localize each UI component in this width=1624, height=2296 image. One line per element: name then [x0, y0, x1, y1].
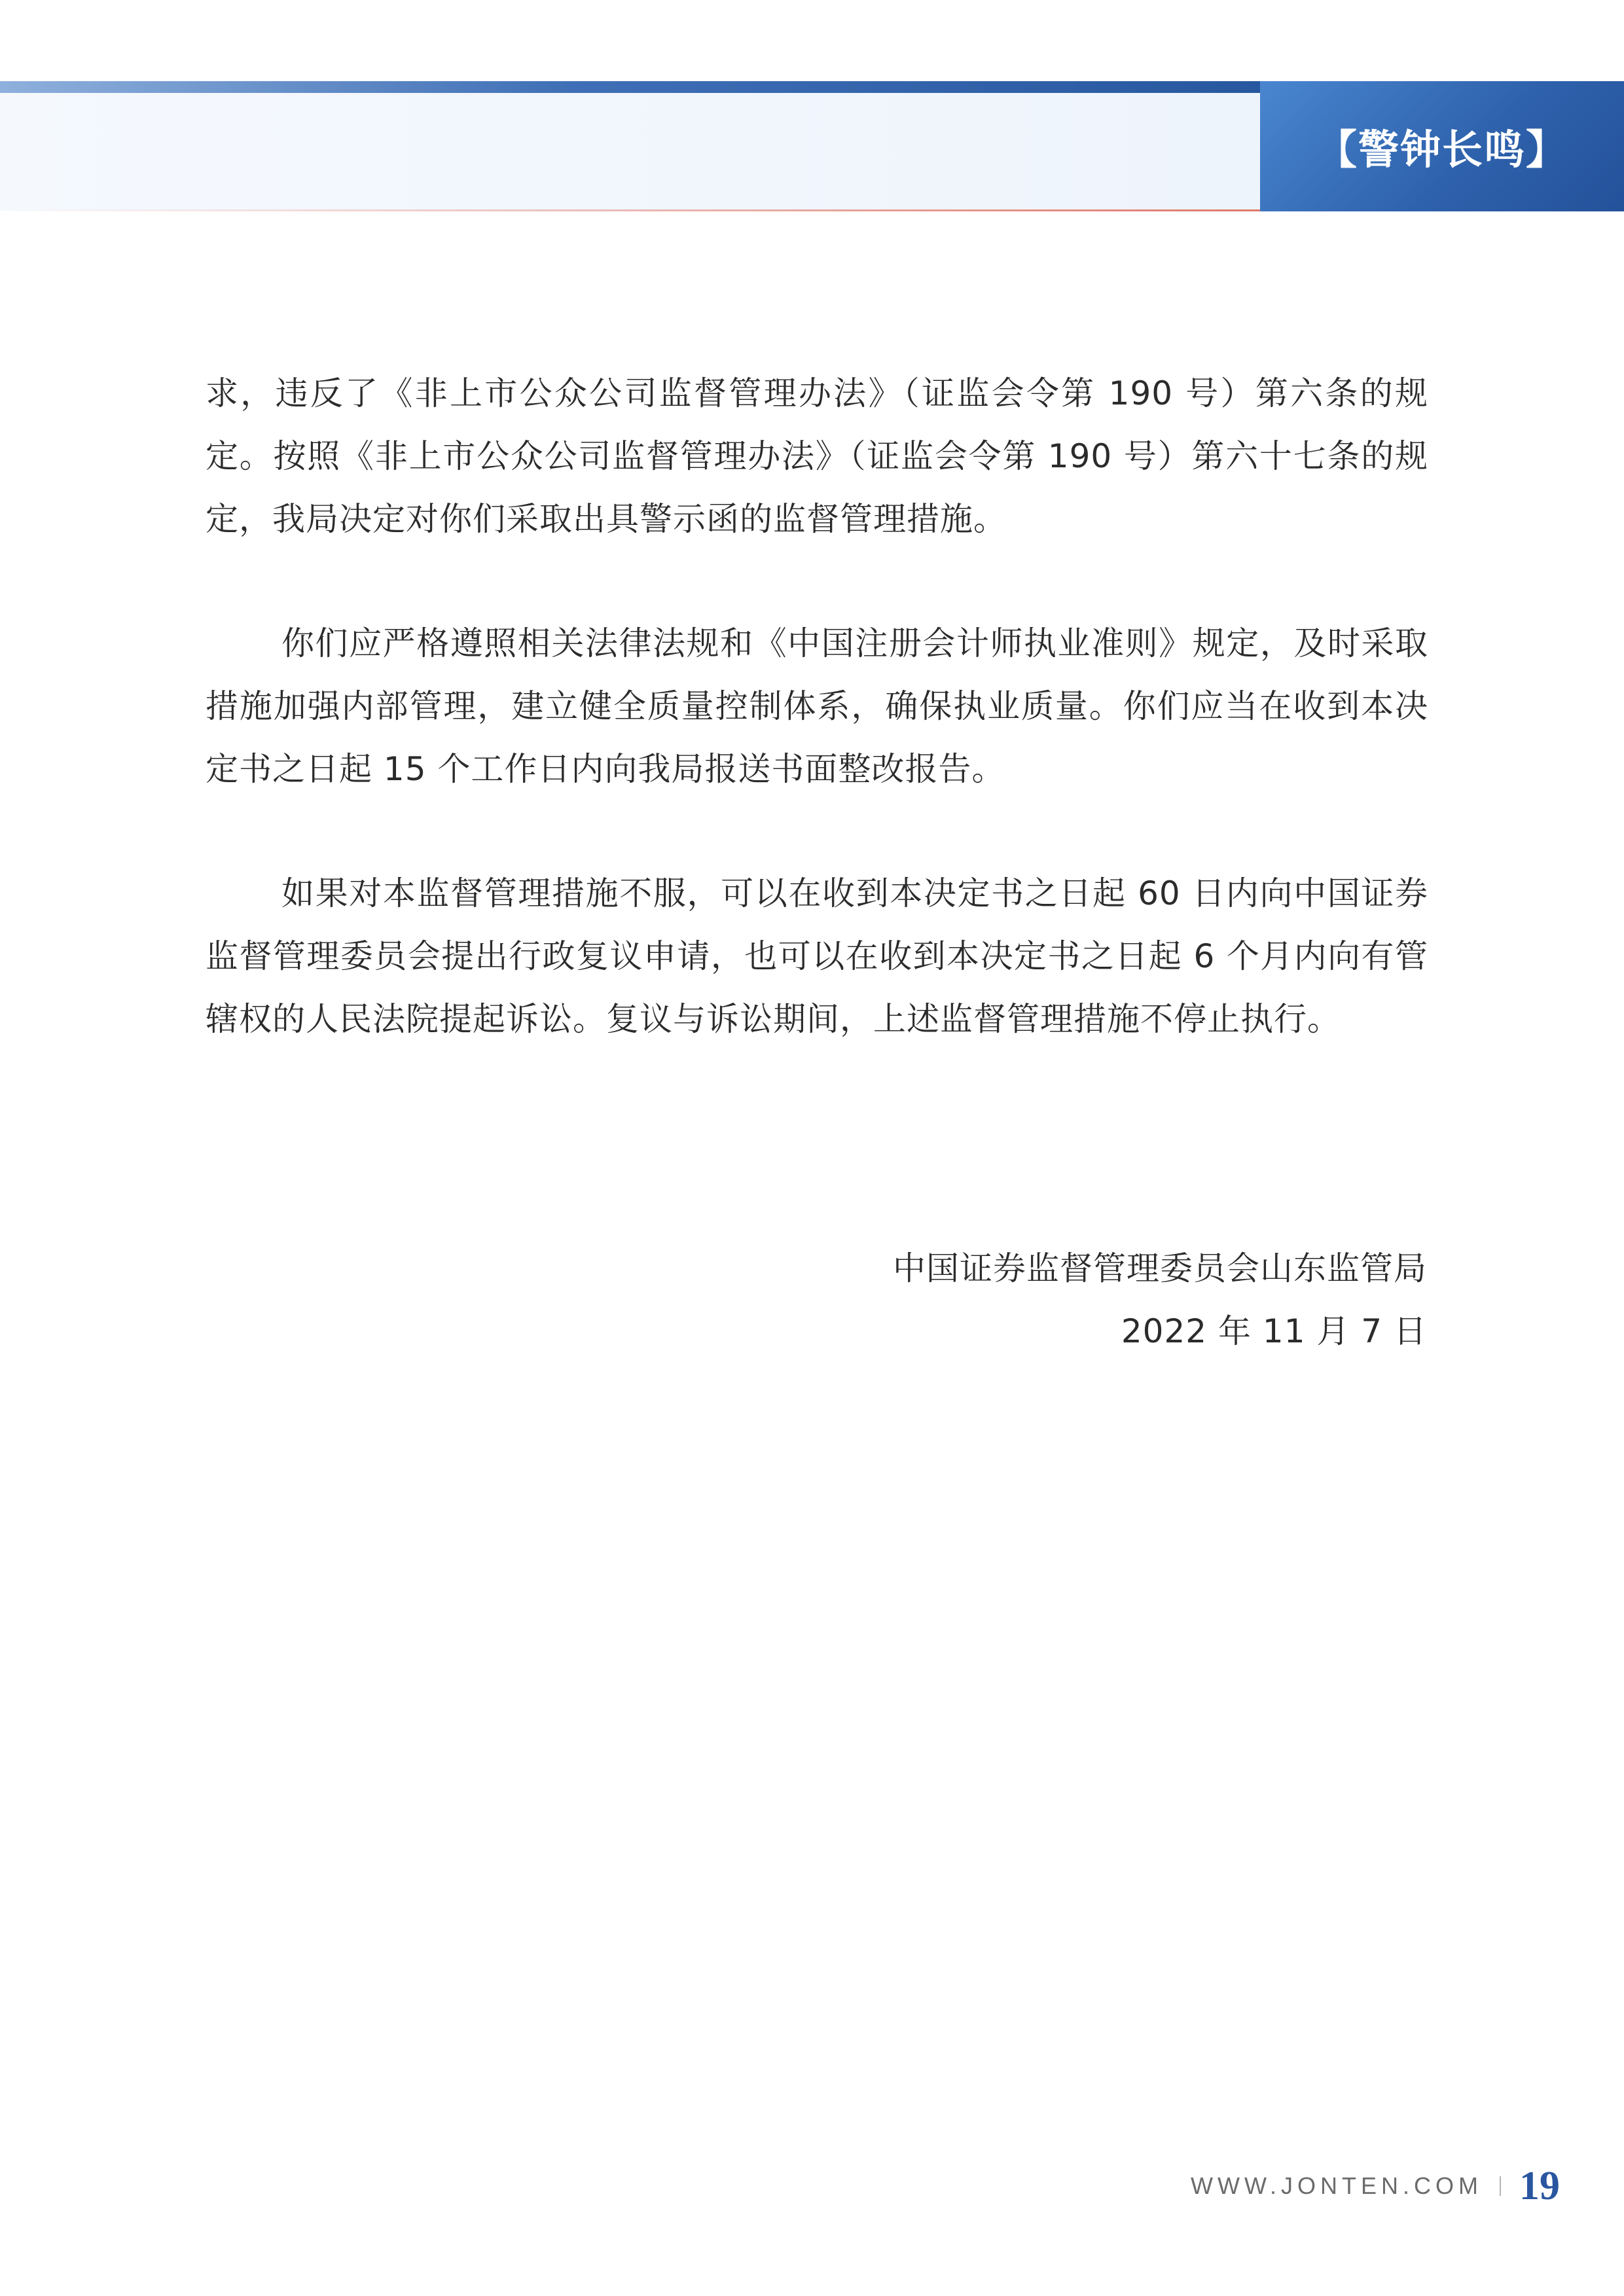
- paragraph-continued: 求，违反了《非上市公众公司监督管理办法》（证监会令第 190 号）第六条的规定。按照《非上市公众公司监督管理办法》（证监会令第 190 号）第六十七条的规定，我局决定对你们采取出具警示函的监督管理措施。: [206, 374, 1428, 538]
- issue-date: 2022 年 11 月 7 日: [1121, 1312, 1427, 1350]
- issuer-name: 中国证券监督管理委员会山东监管局: [893, 1249, 1427, 1287]
- signature-block: [893, 1237, 1427, 1363]
- section-tag-label: 【警钟长鸣】: [1316, 126, 1568, 173]
- document-body: [206, 362, 1428, 1112]
- footer-divider: [1500, 2176, 1501, 2196]
- paragraph-rectification: 你们应严格遵照相关法律法规和《中国注册会计师执业准则》规定，及时采取措施加强内部管理，建立健全质量控制体系，确保执业质量。你们应当在收到本决定书之日起 15 个工作日内向我局报送书面整改报告。: [206, 624, 1428, 788]
- header-bottom-rule: [0, 209, 1260, 211]
- header-background: [0, 93, 1260, 211]
- section-tag: [1260, 81, 1624, 211]
- footer-website[interactable]: WWW.JONTEN.COM: [1191, 2172, 1483, 2199]
- header-top-rule: [0, 81, 1260, 93]
- paragraph-appeal-rights: 如果对本监督管理措施不服，可以在收到本决定书之日起 60 日内向中国证券监督管理委员会提出行政复议申请，也可以在收到本决定书之日起 6 个月内向有管辖权的人民法院提起诉讼。复议与诉讼期间，上述监督管理措施不停止执行。: [206, 874, 1428, 1038]
- page-number: 19: [1519, 2163, 1560, 2208]
- page-footer: [1191, 2160, 1560, 2212]
